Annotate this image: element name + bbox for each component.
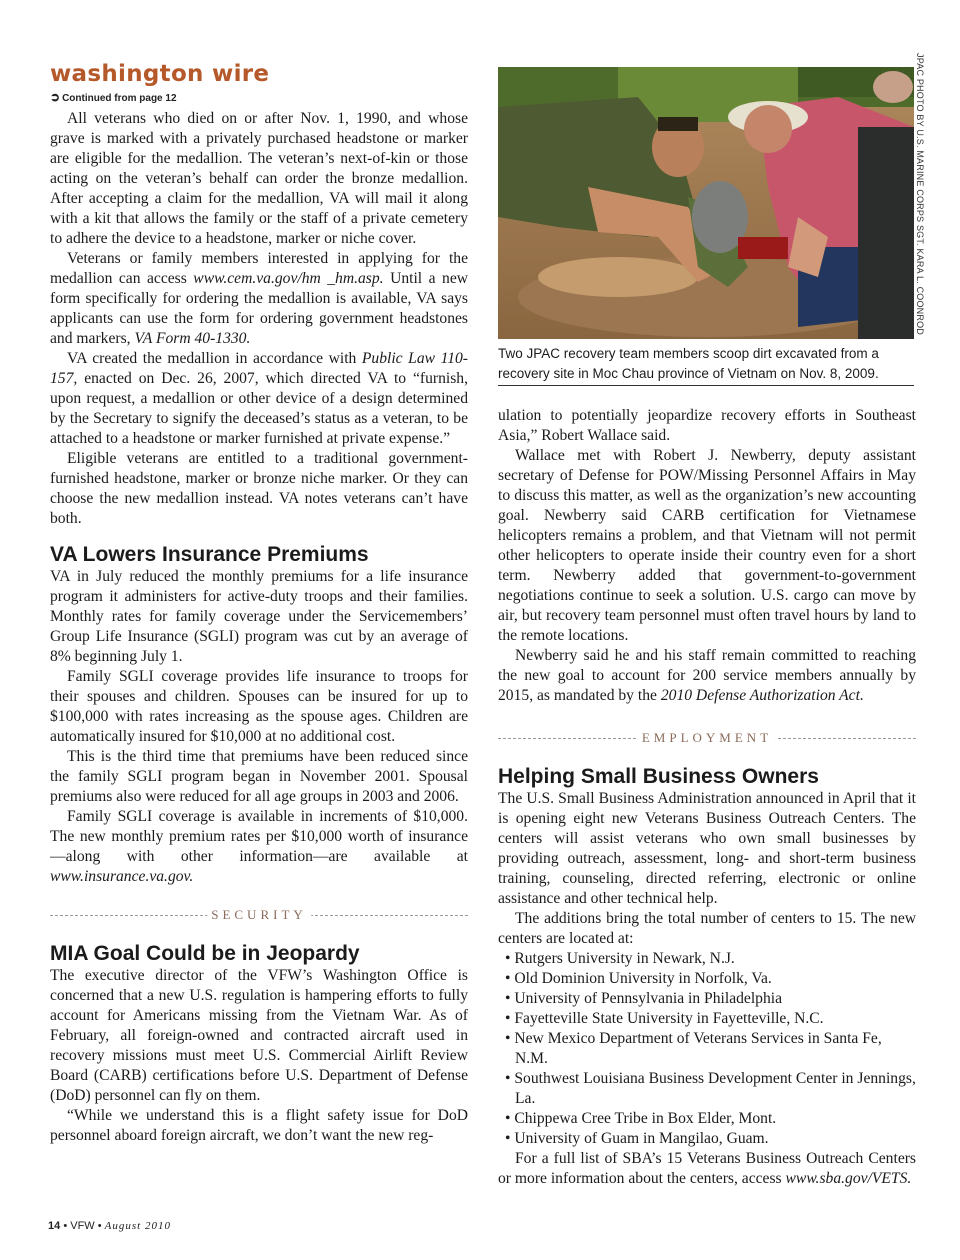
page-number: 14 <box>48 1220 61 1232</box>
small-business-paragraph: The U.S. Small Business Administration announced in April that it is opening eight new Veterans Business Outreach Centers. The centers will assist veterans who own small businesses by providing outreach, assessment, long- and short-term business training, counseling, directed referring, electronic or online assistance and other technical help. <box>498 790 916 907</box>
defense-act-reference: 2010 Defense Authorization Act. <box>660 687 864 704</box>
security-divider <box>50 904 468 928</box>
mia-paragraph: ulation to potentially jeopardize recovery efforts in Southeast Asia,” Robert Wallace said. <box>498 407 916 444</box>
medallion-link[interactable]: www.cem.va.gov/hm _hm.asp. <box>193 270 384 287</box>
security-label: SECURITY <box>207 907 311 923</box>
intro-paragraph: Eligible veterans are entitled to a traditional government-furnished headstone, marker or bronze niche marker. Or they can choose the new medallion instead. VA notes veterans can’t have both. <box>50 450 468 527</box>
continue-arrow-icon: ➲ <box>50 90 61 104</box>
mia-paragraph: Newberry said he and his staff remain committed to reaching the new goal to account for 200 service members annually by 2015, as mandated by the 2010 Defense Authorization Act. <box>498 647 916 704</box>
mia-heading: MIA Goal Could be in Jeopardy <box>50 942 360 965</box>
insurance-heading: VA Lowers Insurance Premiums <box>50 543 369 566</box>
footer-separator: • <box>63 1220 71 1232</box>
issue-date: August 2010 <box>104 1220 171 1232</box>
insurance-paragraph: Family SGLI coverage is available in increments of $10,000. The new monthly premium rates per $10,000 worth of insurance—along with other information—are available at www.insurance.va.gov. <box>50 808 468 885</box>
continued-note: ➲ Continued from page 12 <box>50 90 177 104</box>
list-item: • Southwest Louisiana Business Development Center in Jennings, La. <box>505 1070 916 1107</box>
section-title: washington wire <box>50 61 270 87</box>
va-form-reference: VA Form 40-1330. <box>134 330 251 347</box>
recovery-team-photo <box>498 67 914 339</box>
list-item: • Fayetteville State University in Fayetteville, N.C. <box>505 1010 824 1027</box>
left-column <box>50 60 468 1146</box>
right-text <box>498 406 916 1189</box>
mia-paragraph: Wallace met with Robert J. Newberry, deputy assistant secretary of Defense for POW/Missing Personnel Affairs in May to discuss this matter, as well as the organization’s new accounting goal. Newberry said CARB certification for Vietnamese helicopters remains a problem, and that Vietnam will not permit other helicopters to operate inside their country even for a short term. Newberry added that government-to-government negotiations continue to seek a solution. U.S. cargo can move by air, but recovery team personnel must often travel hours by land to the remote locations. <box>498 447 916 644</box>
intro-paragraph: Veterans or family members interested in applying for the medallion can access www.cem.va.gov/hm _hm.asp. Until a new form specifically for ordering the medallion is available, VA says applicants can use the form for ordering government headstones and markers, VA Form 40-1330. <box>50 250 468 347</box>
small-business-paragraph: For a full list of SBA’s 15 Veterans Business Outreach Centers or more information about the centers, access www.sba.gov/VETS. <box>498 1150 916 1187</box>
intro-paragraph: VA created the medallion in accordance with Public Law 110-157, enacted on Dec. 26, 2007, which directed VA to “furnish, upon request, a medallion or other device of a design determined by the Secretary to signify the deceased’s status as a veteran, to be attached to a headstone or marker furnished at private expense.” <box>50 350 468 447</box>
intro-paragraph: All veterans who died on or after Nov. 1, 1990, and whose grave is marked with a privately purchased headstone or marker are eligible for the medallion. The veteran’s next-of-kin or those acting on the veteran’s behalf can order the bronze medallion. After accepting a claim for the medallion, VA will mail it along with a kit that allows the family or the staff of a private cemetery to adhere the device to a headstone, marker or niche cover. <box>50 110 468 247</box>
public-law-reference: Public Law 110-157, <box>50 350 468 387</box>
small-business-heading: Helping Small Business Owners <box>498 765 819 788</box>
employment-divider <box>498 727 916 751</box>
insurance-paragraph: Family SGLI coverage provides life insurance to troops for their spouses and children. Spouses can be insured for up to $100,000 with rates increasing as the spouse ages. Children are automatically insured for $10,000 at no additional cost. <box>50 668 468 745</box>
outreach-centers-list <box>498 949 916 1149</box>
photo-illustration <box>498 67 914 339</box>
insurance-paragraph: This is the third time that premiums have been reduced since the family SGLI program began in November 2001. Spousal premiums also were reduced for all age groups in 2003 and 2006. <box>50 748 468 805</box>
list-item: • University of Guam in Mangilao, Guam. <box>505 1130 769 1147</box>
list-item: • Chippewa Cree Tribe in Box Elder, Mont. <box>505 1110 777 1127</box>
list-item: • New Mexico Department of Veterans Services in Santa Fe, N.M. <box>505 1030 882 1067</box>
photo-caption: Two JPAC recovery team members scoop dirt excavated from a recovery site in Moc Chau province of Vietnam on Nov. 8, 2009. <box>498 344 914 386</box>
page-footer <box>48 1220 171 1232</box>
small-business-paragraph: The additions bring the total number of centers to 15. The new centers are located at: <box>498 910 916 947</box>
insurance-paragraph: VA in July reduced the monthly premiums for a life insurance program it administers for active-duty troops and their families. Monthly rates for family coverage under the Servicemembers’ Group Life Insurance (SGLI) program was cut by an average of 8% beginning July 1. <box>50 568 468 665</box>
mia-paragraph: The executive director of the VFW’s Washington Office is concerned that a new U.S. regulation is hampering efforts to fully account for Americans missing from the Vietnam War. As of February, all foreign-owned and contracted aircraft used in recovery missions must meet U.S. Commercial Airlift Review Board (CARB) certifications before U.S. Department of Defense (DoD) personnel can fly on them. <box>50 967 468 1104</box>
list-item: • Old Dominion University in Norfolk, Va. <box>505 970 772 987</box>
footer-separator: • <box>97 1220 105 1232</box>
photo-credit: JPAC PHOTO BY U.S. MARINE CORPS SGT. KARA L. COONROD <box>915 53 925 335</box>
sba-link[interactable]: www.sba.gov/VETS. <box>785 1170 912 1187</box>
insurance-link[interactable]: www.insurance.va.gov. <box>50 868 194 885</box>
magazine-name: VFW <box>70 1220 95 1232</box>
employment-label: EMPLOYMENT <box>638 730 776 746</box>
list-item: • University of Pennsylvania in Philadelphia <box>505 990 783 1007</box>
mia-paragraph: “While we understand this is a flight safety issue for DoD personnel aboard foreign aircraft, we don’t want the new reg- <box>50 1107 468 1144</box>
list-item: • Rutgers University in Newark, N.J. <box>505 950 735 967</box>
